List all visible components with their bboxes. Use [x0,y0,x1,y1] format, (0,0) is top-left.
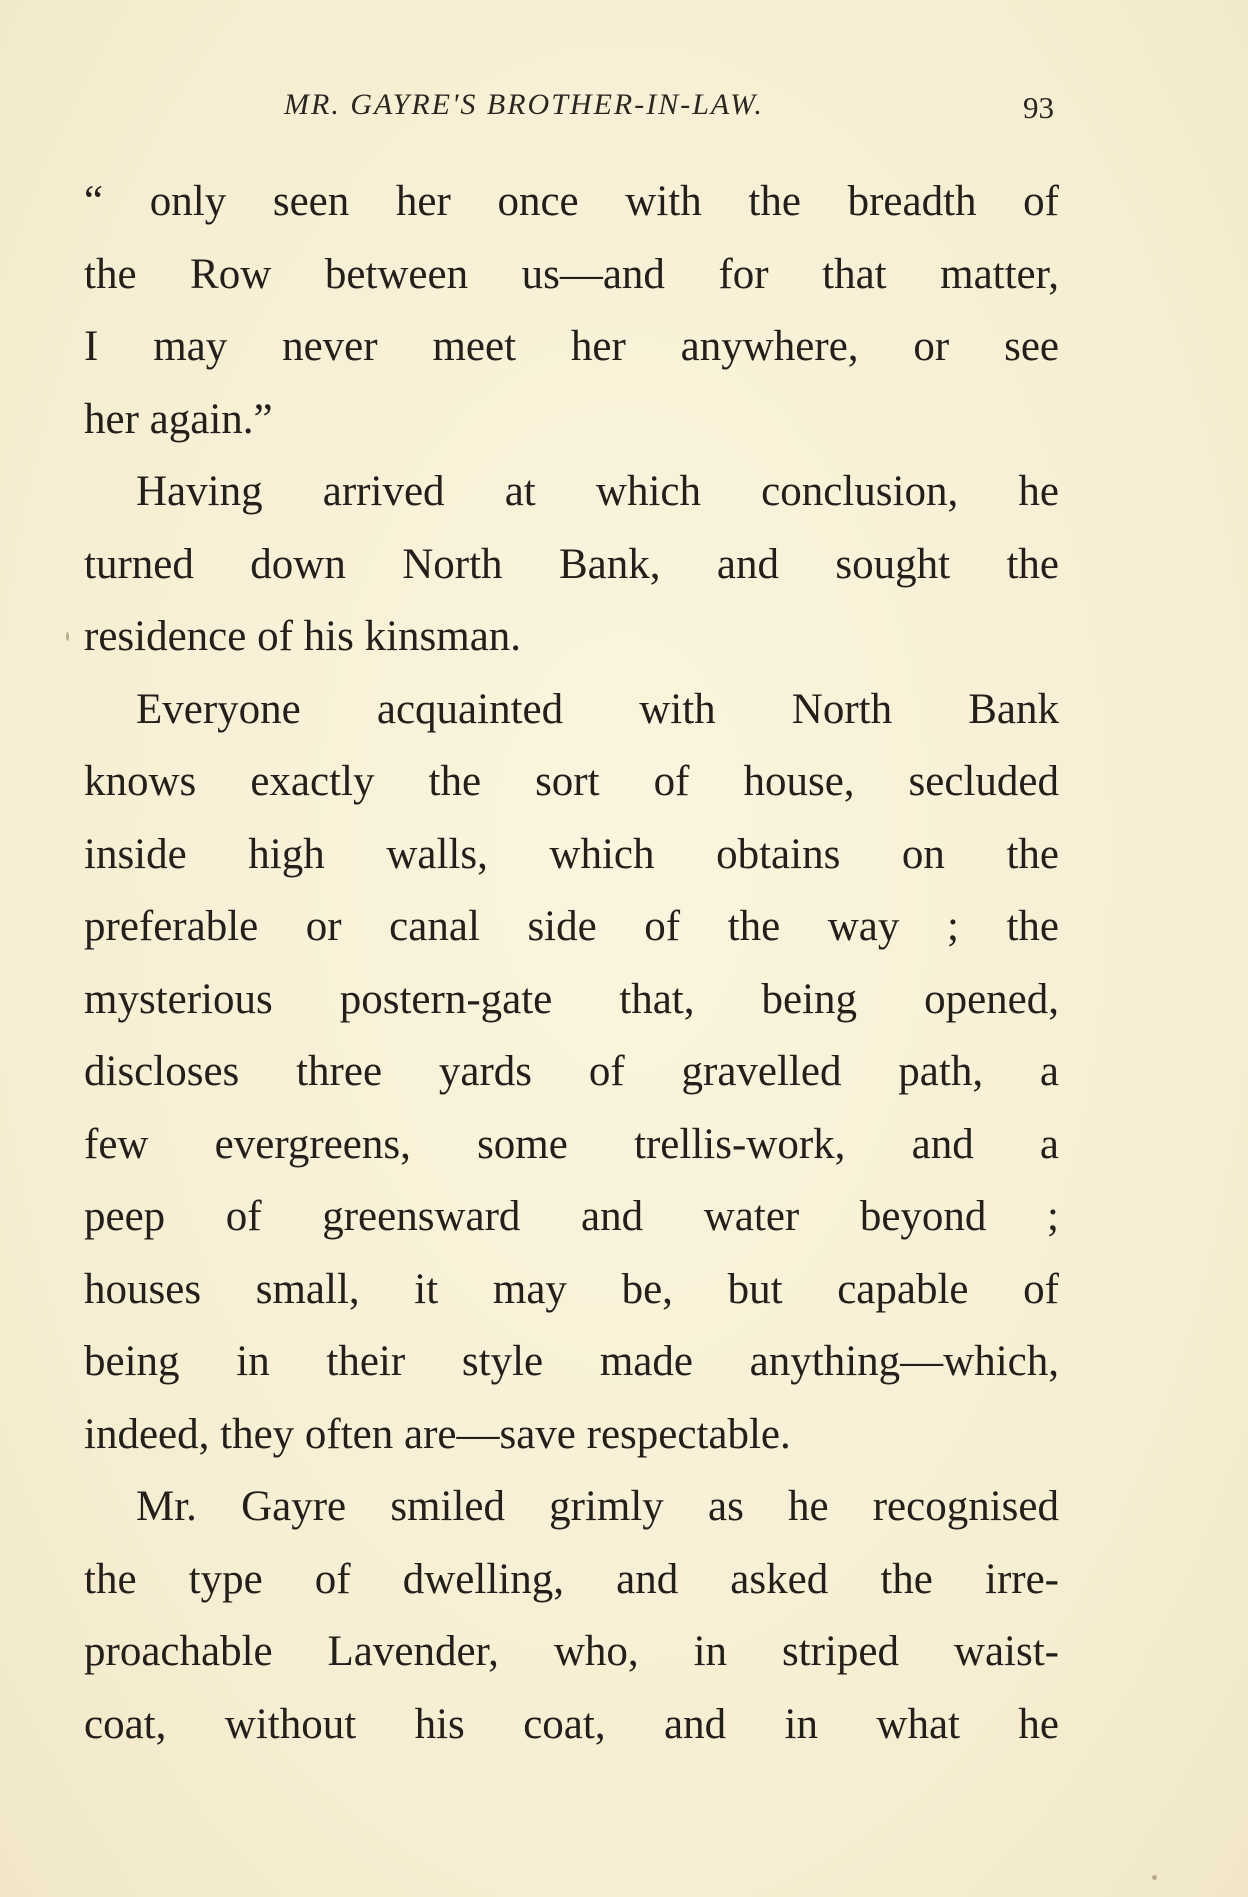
text-line: being in their style made anything—which, [84,1338,1059,1385]
text-line: her again.” [84,395,273,443]
text-line: inside high walls, which obtains on the [84,830,1059,878]
text-line: peep of greensward and water beyond ; [84,1193,1059,1240]
running-head: MR. GAYRE'S BROTHER-IN-LAW. [284,88,764,121]
text-line: coat, without his coat, and in what he [84,1700,1059,1748]
body-text [84,166,1059,1761]
paper-speck [66,632,69,641]
text-line: turned down North Bank, and sought the [84,540,1059,588]
text-line: Everyone acquainted with North Bank [136,685,1059,733]
paper-speck [1152,1875,1157,1880]
text-line: preferable or canal side of the way ; the [84,903,1059,950]
text-line: the type of dwelling, and asked the irre- [84,1555,1059,1603]
text-line: Mr. Gayre smiled grimly as he recognised [136,1483,1059,1530]
text-line: the Row between us—and for that matter, [84,250,1059,298]
text-line: Having arrived at which conclusion, he [136,468,1059,515]
paragraph [84,166,1059,456]
text-line: I may never meet her anywhere, or see [84,323,1059,370]
text-line: knows exactly the sort of house, secluded [84,758,1059,805]
paragraph [84,1471,1059,1761]
paragraph [84,456,1059,674]
paragraph [84,674,1059,1472]
text-line: discloses three yards of gravelled path, a [84,1048,1059,1095]
text-line: mysterious postern-gate that, being opened, [84,975,1059,1023]
page-number: 93 [1023,90,1054,125]
text-line: “ only seen her once with the breadth of [84,178,1059,225]
text-line: houses small, it may be, but capable of [84,1265,1059,1313]
text-line: proachable Lavender, who, in striped waist- [84,1628,1059,1675]
text-line: few evergreens, some trellis-work, and a [84,1120,1059,1168]
text-line: residence of his kinsman. [84,613,522,660]
text-line: indeed, they often are—save respectable. [84,1410,791,1458]
page-header [84,88,1064,136]
